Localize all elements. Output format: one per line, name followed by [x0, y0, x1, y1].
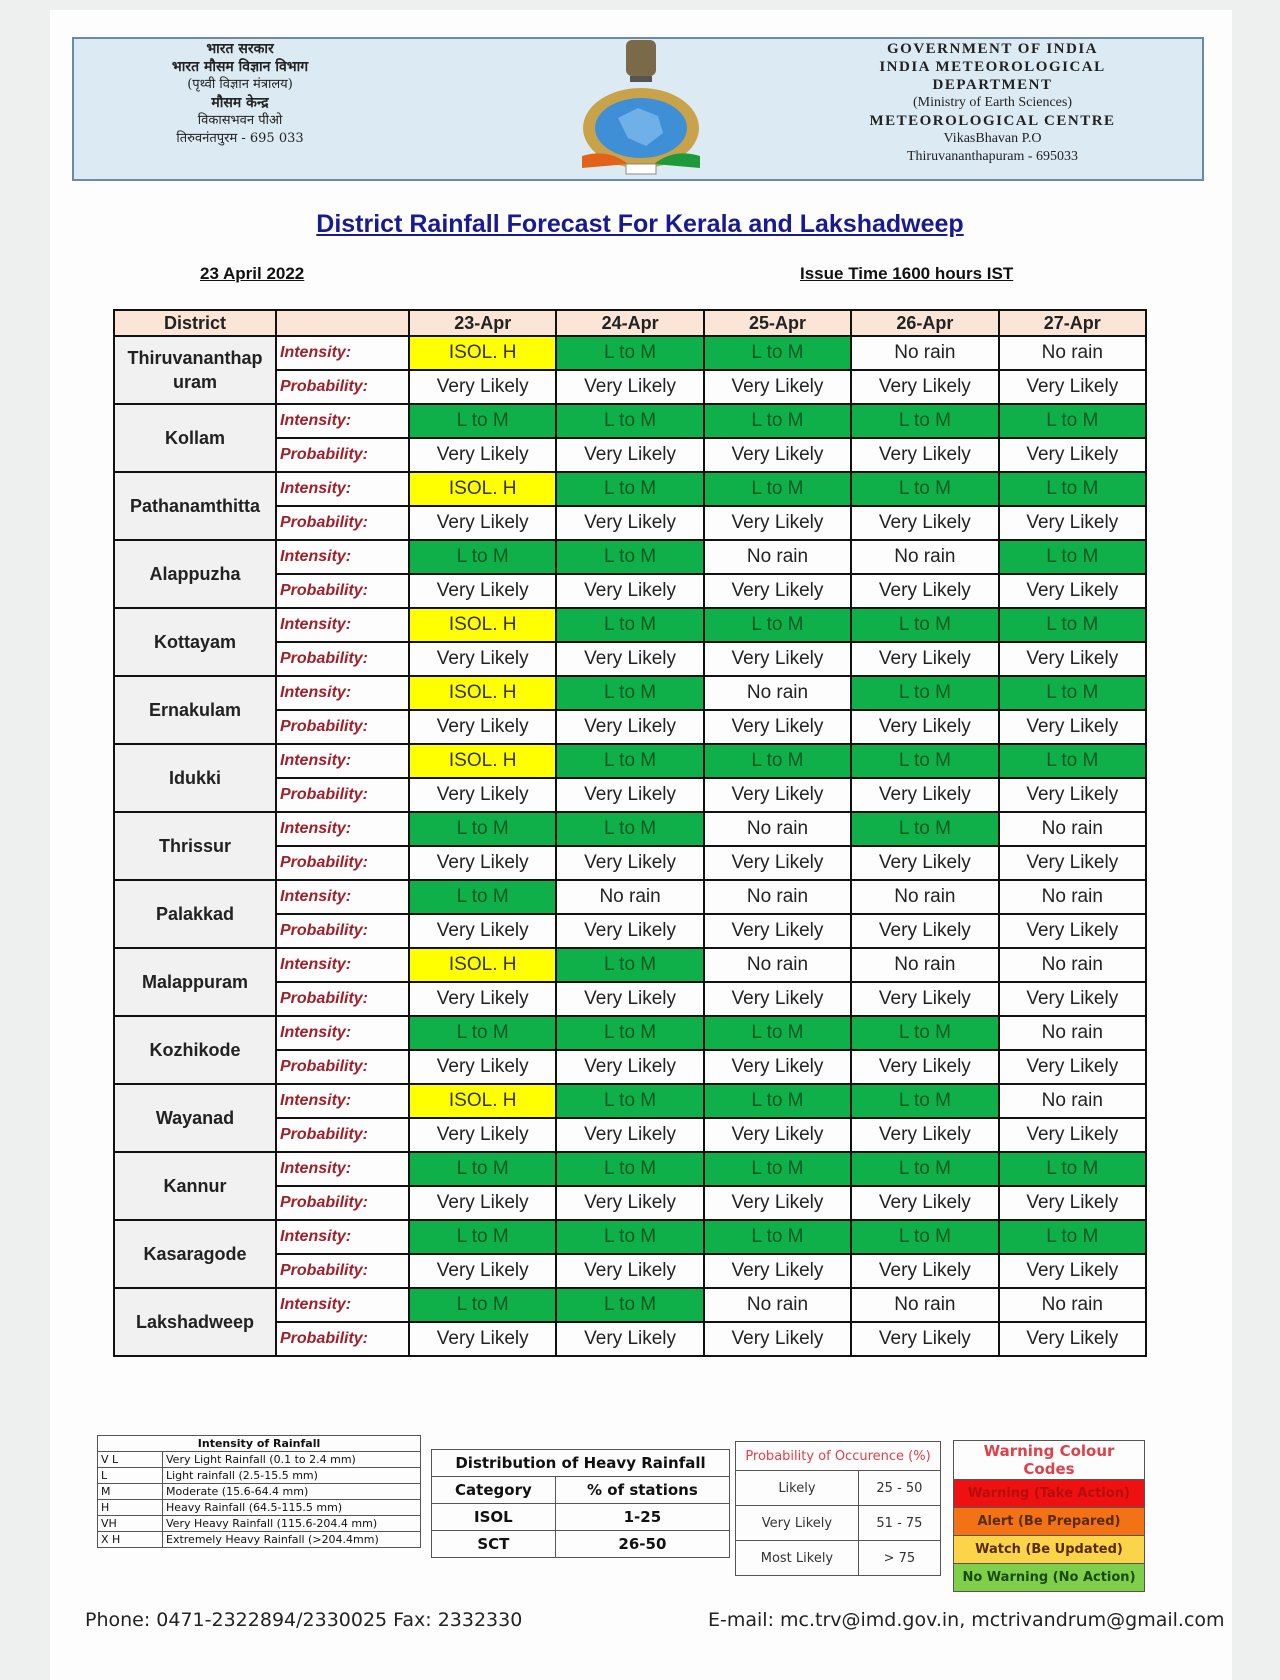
intensity-cell: L to M [556, 676, 703, 710]
probability-cell: Very Likely [999, 438, 1146, 472]
legend-row [954, 1480, 1145, 1508]
distribution-category: ISOL [432, 1504, 556, 1531]
intensity-row [114, 1288, 1146, 1322]
intensity-cell: L to M [851, 404, 998, 438]
probability-cell: Very Likely [409, 574, 556, 608]
probability-cell: Very Likely [851, 1322, 998, 1356]
intensity-cell: L to M [704, 1084, 851, 1118]
district-name: Ernakulam [114, 676, 276, 744]
intensity-cell: L to M [704, 744, 851, 778]
probability-cell: Very Likely [851, 506, 998, 540]
intensity-cell: L to M [704, 1016, 851, 1050]
intensity-cell: L to M [851, 1016, 998, 1050]
intensity-cell: L to M [409, 812, 556, 846]
probability-cell: Very Likely [851, 1050, 998, 1084]
intensity-label: Intensity: [276, 1152, 409, 1186]
intensity-cell: L to M [704, 404, 851, 438]
probability-cell: Very Likely [556, 1322, 703, 1356]
intensity-cell: L to M [999, 608, 1146, 642]
intensity-cell: L to M [556, 948, 703, 982]
intensity-label: Intensity: [276, 1220, 409, 1254]
probability-cell: Very Likely [851, 914, 998, 948]
probability-cell: Very Likely [999, 1118, 1146, 1152]
intensity-cell: L to M [556, 540, 703, 574]
probability-cell: Very Likely [999, 1050, 1146, 1084]
legend-code: L [98, 1468, 163, 1484]
intensity-cell: L to M [556, 1220, 703, 1254]
district-name: Pathanamthitta [114, 472, 276, 540]
distribution-header: Category [432, 1477, 556, 1504]
probability-cell: Very Likely [704, 982, 851, 1016]
district-name: Malappuram [114, 948, 276, 1016]
intensity-cell: ISOL. H [409, 948, 556, 982]
intensity-cell: No rain [704, 676, 851, 710]
probability-cell: Very Likely [409, 982, 556, 1016]
probability-cell: Very Likely [851, 710, 998, 744]
probability-label: Probability: [276, 1322, 409, 1356]
district-name: Kannur [114, 1152, 276, 1220]
probability-label: Likely [736, 1471, 859, 1506]
english-line: METEOROLOGICAL CENTRE [869, 113, 1116, 129]
intensity-row [114, 1220, 1146, 1254]
intensity-label: Intensity: [276, 744, 409, 778]
intensity-cell: L to M [556, 744, 703, 778]
probability-cell: Very Likely [999, 574, 1146, 608]
distribution-legend-title: Distribution of Heavy Rainfall [432, 1450, 730, 1477]
district-name: Kottayam [114, 608, 276, 676]
intensity-cell: L to M [556, 404, 703, 438]
probability-cell: Very Likely [409, 1118, 556, 1152]
probability-cell: Very Likely [999, 778, 1146, 812]
intensity-label: Intensity: [276, 880, 409, 914]
probability-label: Probability: [276, 506, 409, 540]
distribution-header: % of stations [555, 1477, 729, 1504]
probability-cell: Very Likely [704, 370, 851, 404]
probability-cell: Very Likely [851, 370, 998, 404]
letterhead-hindi [90, 40, 390, 148]
intensity-label: Intensity: [276, 676, 409, 710]
intensity-row [114, 744, 1146, 778]
intensity-cell: L to M [999, 676, 1146, 710]
legend-row [98, 1500, 421, 1516]
intensity-cell: No rain [851, 880, 998, 914]
english-line: GOVERNMENT OF INDIA [886, 41, 1098, 57]
probability-label: Very Likely [736, 1506, 859, 1541]
english-line: DEPARTMENT [932, 77, 1053, 93]
district-name: Thrissur [114, 812, 276, 880]
probability-cell: Very Likely [999, 1186, 1146, 1220]
english-line: (Ministry of Earth Sciences) [912, 95, 1072, 110]
probability-cell: Very Likely [704, 1322, 851, 1356]
issue-date: 23 April 2022 [200, 264, 305, 283]
intensity-cell: L to M [556, 1152, 703, 1186]
intensity-cell: L to M [851, 812, 998, 846]
legend-code: V L [98, 1452, 163, 1468]
intensity-cell: L to M [556, 472, 703, 506]
intensity-label: Intensity: [276, 472, 409, 506]
warning-code-red: Warning (Take Action) [954, 1480, 1145, 1508]
probability-legend [735, 1441, 941, 1576]
probability-label: Probability: [276, 982, 409, 1016]
district-name: Kasaragode [114, 1220, 276, 1288]
probability-cell: Very Likely [556, 982, 703, 1016]
intensity-cell: L to M [556, 1016, 703, 1050]
intensity-label: Intensity: [276, 948, 409, 982]
probability-cell: Very Likely [999, 846, 1146, 880]
legend-row [954, 1508, 1145, 1536]
probability-label: Probability: [276, 370, 409, 404]
intensity-cell: L to M [556, 812, 703, 846]
probability-cell: Very Likely [409, 710, 556, 744]
intensity-cell: L to M [851, 472, 998, 506]
hindi-line: भारत सरकार [206, 41, 274, 57]
district-name [114, 336, 276, 404]
probability-cell: Very Likely [851, 846, 998, 880]
intensity-cell: No rain [851, 540, 998, 574]
probability-cell: Very Likely [999, 914, 1146, 948]
intensity-label: Intensity: [276, 812, 409, 846]
intensity-label: Intensity: [276, 336, 409, 370]
probability-cell: Very Likely [704, 1118, 851, 1152]
probability-cell: Very Likely [704, 506, 851, 540]
probability-cell: Very Likely [704, 438, 851, 472]
legend-row [954, 1536, 1145, 1564]
legend-row [98, 1452, 421, 1468]
legend-code: X H [98, 1532, 163, 1548]
intensity-label: Intensity: [276, 404, 409, 438]
district-name: Idukki [114, 744, 276, 812]
legend-row [432, 1504, 730, 1531]
probability-label: Probability: [276, 778, 409, 812]
probability-cell: Very Likely [704, 914, 851, 948]
distribution-percent: 26-50 [555, 1531, 729, 1558]
intensity-cell: No rain [556, 880, 703, 914]
probability-cell: Very Likely [409, 778, 556, 812]
imd-emblem-icon [568, 38, 714, 178]
probability-cell: Very Likely [704, 710, 851, 744]
probability-cell: Very Likely [409, 438, 556, 472]
probability-cell: Very Likely [409, 370, 556, 404]
hindi-line: विकासभवन पीओ [197, 113, 283, 128]
probability-range: > 75 [858, 1541, 940, 1576]
probability-cell: Very Likely [409, 1050, 556, 1084]
intensity-cell: L to M [556, 1288, 703, 1322]
hindi-line: तिरुवनंतपुरम - 695 033 [176, 131, 304, 146]
probability-cell: Very Likely [409, 1254, 556, 1288]
intensity-cell: ISOL. H [409, 608, 556, 642]
intensity-cell: L to M [999, 744, 1146, 778]
probability-cell: Very Likely [851, 982, 998, 1016]
intensity-cell: L to M [409, 1220, 556, 1254]
legend-row [98, 1516, 421, 1532]
legend-desc: Light rainfall (2.5-15.5 mm) [163, 1468, 421, 1484]
probability-cell: Very Likely [556, 1254, 703, 1288]
probability-cell: Very Likely [409, 506, 556, 540]
legend-row [736, 1471, 941, 1506]
district-name-part: uram [172, 372, 217, 392]
warning-legend-title: Warning Colour Codes [954, 1441, 1145, 1480]
legend-row [736, 1506, 941, 1541]
probability-cell: Very Likely [999, 1254, 1146, 1288]
intensity-cell: L to M [409, 540, 556, 574]
probability-legend-title: Probability of Occurence (%) [736, 1442, 941, 1471]
intensity-cell: L to M [409, 1152, 556, 1186]
intensity-legend-title: Intensity of Rainfall [98, 1436, 421, 1452]
probability-label: Probability: [276, 1254, 409, 1288]
intensity-cell: L to M [409, 404, 556, 438]
intensity-cell: L to M [556, 1084, 703, 1118]
probability-cell: Very Likely [851, 778, 998, 812]
legend-row [98, 1484, 421, 1500]
intensity-cell: L to M [556, 608, 703, 642]
probability-cell: Very Likely [704, 1050, 851, 1084]
intensity-cell: L to M [999, 1152, 1146, 1186]
intensity-cell: L to M [409, 1016, 556, 1050]
probability-cell: Very Likely [556, 1050, 703, 1084]
legend-desc: Moderate (15.6-64.4 mm) [163, 1484, 421, 1500]
intensity-cell: L to M [704, 608, 851, 642]
probability-cell: Very Likely [556, 710, 703, 744]
probability-cell: Very Likely [409, 914, 556, 948]
intensity-cell: ISOL. H [409, 676, 556, 710]
probability-range: 25 - 50 [858, 1471, 940, 1506]
intensity-cell: ISOL. H [409, 336, 556, 370]
intensity-cell: L to M [851, 1084, 998, 1118]
probability-cell: Very Likely [999, 1322, 1146, 1356]
intensity-cell: No rain [704, 812, 851, 846]
probability-label: Probability: [276, 1186, 409, 1220]
intensity-label: Intensity: [276, 1016, 409, 1050]
probability-cell: Very Likely [556, 370, 703, 404]
header-blank [276, 310, 409, 336]
probability-cell: Very Likely [556, 914, 703, 948]
legend-code: H [98, 1500, 163, 1516]
intensity-cell: L to M [999, 404, 1146, 438]
distribution-legend [431, 1449, 730, 1558]
header-date: 24-Apr [556, 310, 703, 336]
warning-code-yellow: Watch (Be Updated) [954, 1536, 1145, 1564]
probability-cell: Very Likely [409, 1186, 556, 1220]
warning-code-orange: Alert (Be Prepared) [954, 1508, 1145, 1536]
legend-row [736, 1541, 941, 1576]
intensity-cell: L to M [704, 1152, 851, 1186]
header-date: 27-Apr [999, 310, 1146, 336]
intensity-cell: No rain [704, 540, 851, 574]
footer-email: E-mail: mc.trv@imd.gov.in, mctrivandrum@gmail.com [708, 1609, 1225, 1631]
intensity-label: Intensity: [276, 608, 409, 642]
probability-cell: Very Likely [556, 438, 703, 472]
english-line: VikasBhavan P.O [943, 131, 1042, 146]
probability-cell: Very Likely [556, 846, 703, 880]
probability-cell: Very Likely [999, 710, 1146, 744]
district-name: Wayanad [114, 1084, 276, 1152]
intensity-cell: No rain [999, 812, 1146, 846]
intensity-cell: No rain [851, 948, 998, 982]
probability-cell: Very Likely [556, 506, 703, 540]
district-name-part: Thiruvananthap [127, 348, 263, 368]
probability-cell: Very Likely [999, 370, 1146, 404]
page-title: District Rainfall Forecast For Kerala and Lakshadweep [316, 210, 964, 238]
probability-cell: Very Likely [409, 642, 556, 676]
probability-cell: Very Likely [704, 1186, 851, 1220]
legend-row [98, 1468, 421, 1484]
intensity-row [114, 948, 1146, 982]
intensity-cell: L to M [704, 336, 851, 370]
issue-time: Issue Time 1600 hours IST [800, 264, 1014, 283]
probability-cell: Very Likely [556, 642, 703, 676]
intensity-cell: L to M [851, 608, 998, 642]
distribution-category: SCT [432, 1531, 556, 1558]
intensity-cell: L to M [704, 472, 851, 506]
distribution-percent: 1-25 [555, 1504, 729, 1531]
intensity-cell: L to M [851, 676, 998, 710]
hindi-line: मौसम केन्द्र [211, 95, 269, 111]
district-name: Alappuzha [114, 540, 276, 608]
probability-cell: Very Likely [556, 1186, 703, 1220]
intensity-label: Intensity: [276, 1084, 409, 1118]
legend-code: VH [98, 1516, 163, 1532]
intensity-row [114, 472, 1146, 506]
english-line: Thiruvananthapuram - 695033 [906, 149, 1079, 164]
intensity-cell: L to M [851, 1220, 998, 1254]
district-name: Palakkad [114, 880, 276, 948]
intensity-row [114, 880, 1146, 914]
probability-cell: Very Likely [704, 642, 851, 676]
probability-cell: Very Likely [409, 846, 556, 880]
probability-cell: Very Likely [556, 574, 703, 608]
probability-cell: Very Likely [851, 438, 998, 472]
header-date: 25-Apr [704, 310, 851, 336]
intensity-cell: L to M [409, 1288, 556, 1322]
intensity-legend [97, 1435, 421, 1548]
probability-cell: Very Likely [409, 1322, 556, 1356]
warning-colour-legend [953, 1440, 1145, 1592]
probability-cell: Very Likely [556, 1118, 703, 1152]
probability-range: 51 - 75 [858, 1506, 940, 1541]
intensity-cell: L to M [999, 472, 1146, 506]
legend-desc: Heavy Rainfall (64.5-115.5 mm) [163, 1500, 421, 1516]
probability-label: Probability: [276, 710, 409, 744]
intensity-cell: No rain [999, 948, 1146, 982]
district-name: Kollam [114, 404, 276, 472]
legend-row [954, 1564, 1145, 1592]
probability-cell: Very Likely [999, 982, 1146, 1016]
district-name: Lakshadweep [114, 1288, 276, 1356]
probability-label: Probability: [276, 914, 409, 948]
intensity-cell: No rain [704, 948, 851, 982]
probability-cell: Very Likely [851, 574, 998, 608]
table-header-row [114, 310, 1146, 336]
intensity-row [114, 676, 1146, 710]
hindi-line: भारत मौसम विज्ञान विभाग [171, 59, 309, 75]
intensity-row [114, 812, 1146, 846]
probability-cell: Very Likely [556, 778, 703, 812]
probability-cell: Very Likely [704, 574, 851, 608]
intensity-row [114, 1152, 1146, 1186]
intensity-cell: ISOL. H [409, 1084, 556, 1118]
probability-label: Probability: [276, 1118, 409, 1152]
legend-desc: Very Light Rainfall (0.1 to 2.4 mm) [163, 1452, 421, 1468]
legend-desc: Very Heavy Rainfall (115.6-204.4 mm) [163, 1516, 421, 1532]
intensity-cell: L to M [999, 540, 1146, 574]
intensity-row [114, 1084, 1146, 1118]
intensity-cell: L to M [851, 1152, 998, 1186]
probability-cell: Very Likely [851, 1254, 998, 1288]
probability-cell: Very Likely [851, 1186, 998, 1220]
probability-cell: Very Likely [999, 506, 1146, 540]
intensity-row [114, 608, 1146, 642]
header-district: District [114, 310, 276, 336]
forecast-table [113, 309, 1147, 1357]
district-name: Kozhikode [114, 1016, 276, 1084]
intensity-cell: No rain [999, 336, 1146, 370]
intensity-cell: ISOL. H [409, 744, 556, 778]
intensity-cell: No rain [704, 880, 851, 914]
probability-cell: Very Likely [851, 642, 998, 676]
intensity-cell: No rain [999, 880, 1146, 914]
intensity-cell: ISOL. H [409, 472, 556, 506]
intensity-cell: No rain [999, 1288, 1146, 1322]
probability-cell: Very Likely [704, 778, 851, 812]
intensity-row [114, 336, 1146, 370]
intensity-cell: No rain [999, 1016, 1146, 1050]
header-date: 23-Apr [409, 310, 556, 336]
intensity-cell: L to M [704, 1220, 851, 1254]
probability-label: Probability: [276, 438, 409, 472]
letterhead-english [800, 40, 1185, 166]
warning-code-green: No Warning (No Action) [954, 1564, 1145, 1592]
hindi-line: (पृथ्वी विज्ञान मंत्रालय) [187, 77, 293, 92]
probability-label: Probability: [276, 1050, 409, 1084]
intensity-cell: L to M [556, 336, 703, 370]
legend-row [98, 1532, 421, 1548]
footer-phone: Phone: 0471-2322894/2330025 Fax: 2332330 [85, 1609, 523, 1631]
probability-cell: Very Likely [704, 846, 851, 880]
probability-label: Probability: [276, 574, 409, 608]
intensity-cell: No rain [704, 1288, 851, 1322]
intensity-row [114, 404, 1146, 438]
intensity-cell: L to M [851, 744, 998, 778]
probability-label: Most Likely [736, 1541, 859, 1576]
legend-code: M [98, 1484, 163, 1500]
probability-cell: Very Likely [704, 1254, 851, 1288]
intensity-cell: No rain [851, 1288, 998, 1322]
probability-label: Probability: [276, 642, 409, 676]
legend-row [432, 1531, 730, 1558]
probability-cell: Very Likely [999, 642, 1146, 676]
english-line: INDIA METEOROLOGICAL [879, 59, 1106, 75]
intensity-cell: L to M [999, 1220, 1146, 1254]
intensity-cell: No rain [999, 1084, 1146, 1118]
probability-label: Probability: [276, 846, 409, 880]
intensity-label: Intensity: [276, 1288, 409, 1322]
header-date: 26-Apr [851, 310, 998, 336]
intensity-cell: No rain [851, 336, 998, 370]
intensity-row [114, 540, 1146, 574]
intensity-cell: L to M [409, 880, 556, 914]
intensity-label: Intensity: [276, 540, 409, 574]
probability-cell: Very Likely [851, 1118, 998, 1152]
legend-desc: Extremely Heavy Rainfall (>204.4mm) [163, 1532, 421, 1548]
intensity-row [114, 1016, 1146, 1050]
